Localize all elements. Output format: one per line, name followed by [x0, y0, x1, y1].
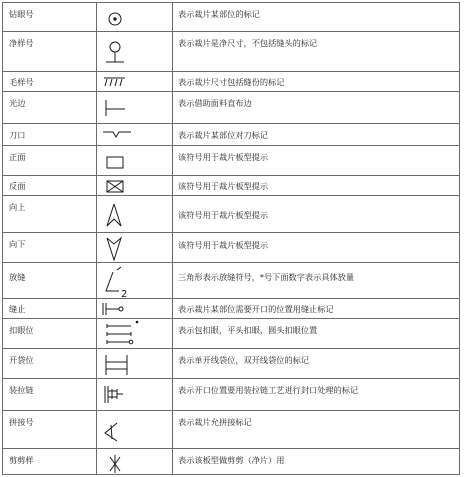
table-row	[2, 71, 460, 91]
row-name: 钻眼号	[9, 9, 34, 19]
table-row	[2, 298, 460, 318]
face-side-icon	[97, 146, 173, 175]
row-name-cell	[2, 411, 96, 448]
pocket-opening-icon	[97, 349, 173, 378]
row-name: 向上	[9, 202, 26, 212]
row-symbol-cell	[96, 379, 172, 410]
table-row	[2, 262, 460, 298]
rough-sample-icon	[97, 72, 173, 91]
notch-icon	[97, 124, 173, 145]
row-desc-cell	[172, 449, 460, 474]
splice-icon	[97, 411, 173, 448]
row-desc-cell	[172, 349, 460, 378]
row-desc-cell	[172, 196, 460, 232]
row-symbol-cell	[96, 411, 172, 448]
table-row	[2, 31, 460, 71]
row-name: 毛样号	[9, 77, 34, 87]
row-desc: 表示裁片允拼接标记	[178, 417, 252, 427]
row-desc: 表示裁片尺寸包括缝份的标记	[178, 77, 285, 87]
row-symbol-cell	[96, 299, 172, 318]
row-name: 开袋位	[9, 355, 34, 365]
row-desc: 表示裁片某部位需要开口的位置用缝止标记	[178, 304, 334, 314]
row-name: 光边	[9, 98, 26, 108]
row-name: 刀口	[9, 130, 26, 140]
row-desc: 表示该板型做剪剪（净片）用	[178, 455, 285, 465]
row-symbol-cell	[96, 72, 172, 91]
row-symbol-cell	[96, 124, 172, 145]
clean-edge-icon	[97, 92, 173, 123]
row-name-cell	[2, 233, 96, 262]
row-name-cell	[2, 92, 96, 123]
row-symbol-cell	[96, 349, 172, 378]
row-desc-cell	[172, 146, 460, 175]
table-row	[2, 145, 460, 175]
row-symbol-cell	[96, 449, 172, 474]
row-desc-cell	[172, 263, 460, 298]
row-desc: 表示包扣眼，平头扣眼，圆头扣眼位置	[178, 325, 318, 335]
row-symbol-cell	[96, 32, 172, 71]
row-name: 剪剪样	[9, 455, 34, 465]
table-row	[2, 348, 460, 378]
row-name: 向下	[9, 239, 26, 249]
zipper-icon	[97, 379, 173, 410]
table-row	[2, 175, 460, 195]
row-desc-cell	[172, 319, 460, 348]
row-desc-cell	[172, 32, 460, 71]
row-desc-cell	[172, 176, 460, 195]
buttonhole-icon	[97, 319, 173, 348]
table-row	[2, 378, 460, 410]
row-desc: 该符号用于裁片板型提示	[178, 181, 269, 191]
row-desc: 该符号用于裁片板型提示	[178, 210, 269, 220]
seam-stop-icon	[97, 299, 173, 318]
row-name-cell	[2, 146, 96, 175]
row-name: 缝止	[9, 304, 26, 314]
table-row	[2, 91, 460, 123]
drill-hole-icon	[97, 3, 173, 31]
row-desc-cell	[172, 379, 460, 410]
table-row	[2, 123, 460, 145]
row-name: 净样号	[9, 38, 34, 48]
row-name-cell	[2, 124, 96, 145]
row-desc-cell	[172, 124, 460, 145]
row-symbol-cell	[96, 263, 172, 298]
row-desc: 表示开口位置要用装拉链工艺进行封口处理的标记	[178, 385, 359, 395]
table-row	[2, 2, 460, 31]
row-desc: 表示裁片某部位对刀标记	[178, 130, 269, 140]
row-desc: 该符号用于裁片板型提示	[178, 240, 269, 250]
row-name-cell	[2, 263, 96, 298]
net-sample-icon	[97, 32, 173, 71]
row-symbol-cell	[96, 3, 172, 31]
table-row	[2, 195, 460, 232]
arrow-up-icon	[97, 196, 173, 232]
row-desc-cell	[172, 233, 460, 262]
seam-allowance-label: 2	[121, 289, 128, 300]
row-name-cell	[2, 349, 96, 378]
row-name-cell	[2, 196, 96, 232]
row-name-cell	[2, 379, 96, 410]
row-desc: 表示单开线袋位，双开线袋位的标记	[178, 355, 310, 365]
row-name-cell	[2, 449, 96, 474]
row-desc-cell	[172, 72, 460, 91]
reverse-side-icon	[97, 176, 173, 195]
row-name-cell	[2, 299, 96, 318]
row-symbol-cell	[96, 176, 172, 195]
row-symbol-cell	[96, 196, 172, 232]
row-desc: 表示借助面料直布边	[178, 98, 252, 108]
table-row	[2, 448, 460, 475]
table-row	[2, 410, 460, 448]
row-name: 正面	[9, 152, 26, 162]
row-name-cell	[2, 72, 96, 91]
arrow-down-icon	[97, 233, 173, 262]
row-name: 拼接号	[9, 417, 34, 427]
row-symbol-cell	[96, 319, 172, 348]
row-desc-cell	[172, 411, 460, 448]
row-name: 扣眼位	[9, 325, 34, 335]
row-desc: 表示裁片是净尺寸，不包括缝头的标记	[178, 38, 318, 48]
row-symbol-cell	[96, 92, 172, 123]
row-symbol-cell	[96, 233, 172, 262]
row-name: 放缝	[9, 272, 26, 282]
row-desc: 表示裁片某部位的标记	[178, 9, 260, 19]
row-name-cell	[2, 32, 96, 71]
row-name-cell	[2, 319, 96, 348]
row-name: 装拉链	[9, 385, 34, 395]
cut-sample-icon	[97, 449, 173, 474]
row-desc-cell	[172, 92, 460, 123]
row-desc-cell	[172, 3, 460, 31]
row-symbol-cell	[96, 146, 172, 175]
seam-allowance-icon	[97, 263, 173, 298]
row-desc-cell	[172, 299, 460, 318]
row-name: 反面	[9, 181, 26, 191]
row-desc: 三角形表示放缝符号，*号下面数字表示具体放量	[178, 272, 355, 282]
table-row	[2, 232, 460, 262]
row-name-cell	[2, 176, 96, 195]
table-row	[2, 318, 460, 348]
row-name-cell	[2, 3, 96, 31]
row-desc: 该符号用于裁片板型提示	[178, 152, 269, 162]
